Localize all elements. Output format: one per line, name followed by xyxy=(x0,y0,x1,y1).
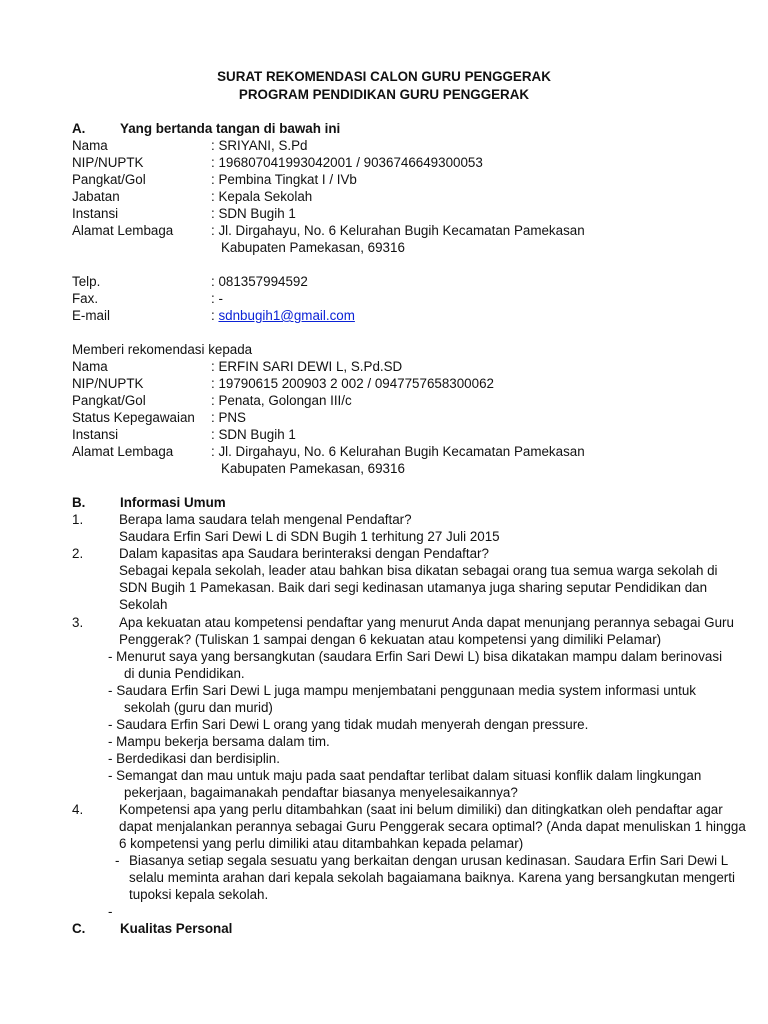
section-c-heading: Kualitas Personal xyxy=(120,921,233,936)
q3-number: 3. xyxy=(72,615,84,630)
q1-answer: Saudara Erfin Sari Dewi L di SDN Bugih 1 terhitung 27 Juli 2015 xyxy=(119,529,500,544)
q2-answer-line-2: SDN Bugih 1 Pamekasan. Baik dari segi kedinasan utamanya juga sharing seputar Pendidikan dan xyxy=(119,580,708,595)
q3-bullet-2-cont: sekolah (guru dan murid) xyxy=(124,700,273,715)
candidate-nip-label: NIP/NUPTK xyxy=(72,376,144,391)
q3-bullet-6: - Semangat dan mau untuk maju pada saat pendaftar terlibat dalam situasi konflik dalam lingkungan xyxy=(108,768,702,783)
candidate-nip-value: : 19790615 200903 2 002 / 0947757658300062 xyxy=(211,376,494,391)
q1-question: Berapa lama saudara telah mengenal Pendaftar? xyxy=(119,512,412,527)
signer-email-row xyxy=(211,307,355,324)
recommend-intro: Memberi rekomendasi kepada xyxy=(72,342,253,357)
section-b-letter: B. xyxy=(72,495,86,510)
signer-telp-value: : 081357994592 xyxy=(211,274,308,289)
candidate-instansi-label: Instansi xyxy=(72,427,119,442)
signer-pangkat-value: : Pembina Tingkat I / IVb xyxy=(211,172,357,187)
q4-number: 4. xyxy=(72,802,84,817)
section-c-letter: C. xyxy=(72,921,86,936)
signer-telp-label: Telp. xyxy=(72,274,101,289)
q3-bullet-4: - Mampu bekerja bersama dalam tim. xyxy=(108,734,330,749)
candidate-alamat-value: : Jl. Dirgahayu, No. 6 Kelurahan Bugih Kecamatan Pamekasan xyxy=(211,444,585,459)
q3-bullet-3: - Saudara Erfin Sari Dewi L orang yang tidak mudah menyerah dengan pressure. xyxy=(108,717,589,732)
signer-jabatan-label: Jabatan xyxy=(72,189,120,204)
signer-nip-value: : 196807041993042001 / 9036746649300053 xyxy=(211,155,483,170)
candidate-alamat-continuation: Kabupaten Pamekasan, 69316 xyxy=(221,461,405,476)
q3-bullet-2: - Saudara Erfin Sari Dewi L juga mampu menjembatani penggunaan media system informasi untuk xyxy=(108,683,696,698)
signer-nama-label: Nama xyxy=(72,138,108,153)
q4-empty-dash: - xyxy=(108,904,113,919)
signer-email-link[interactable]: sdnbugih1@gmail.com xyxy=(218,308,355,323)
q2-answer-line-3: Sekolah xyxy=(119,597,168,612)
signer-instansi-value: : SDN Bugih 1 xyxy=(211,206,296,221)
candidate-nama-value: : ERFIN SARI DEWI L, S.Pd.SD xyxy=(211,359,403,374)
q2-number: 2. xyxy=(72,546,84,561)
letter-title: SURAT REKOMENDASI CALON GURU PENGGERAK xyxy=(217,69,551,84)
candidate-status-label: Status Kepegawaian xyxy=(72,410,195,425)
section-a-letter: A. xyxy=(72,121,86,136)
q3-question-line-2: Penggerak? (Tuliskan 1 sampai dengan 6 kekuatan atau kompetensi yang dimiliki Pelamar) xyxy=(119,632,662,647)
q3-bullet-1-cont: di dunia Pendidikan. xyxy=(124,666,245,681)
q4-question-line-3: 6 kompetensi yang perlu dimiliki atau ditambahkan kepada pelamar) xyxy=(119,836,524,851)
section-b-heading: Informasi Umum xyxy=(120,495,226,510)
signer-fax-label: Fax. xyxy=(72,291,99,306)
candidate-pangkat-label: Pangkat/Gol xyxy=(72,393,146,408)
q4-answer-line-1: Biasanya setiap segala sesuatu yang berkaitan dengan urusan kedinasan. Saudara Erfin Sari Dewi L xyxy=(129,853,729,868)
candidate-alamat-label: Alamat Lembaga xyxy=(72,444,174,459)
signer-email-colon: : xyxy=(211,308,215,323)
q2-answer-line-1: Sebagai kepala sekolah, leader atau bahkan bisa dikatan sebagai orang tua semua warga sekolah di xyxy=(119,563,718,578)
q4-answer-line-2: selalu meminta arahan dari kepala sekolah bagaiamana baiknya. Karena yang bersangkutan mengerti xyxy=(129,870,735,885)
section-a-heading: Yang bertanda tangan di bawah ini xyxy=(120,121,341,136)
signer-fax-value: : - xyxy=(211,291,223,306)
q3-bullet-1: - Menurut saya yang bersangkutan (saudara Erfin Sari Dewi L) bisa dikatakan mampu dalam berinovasi xyxy=(108,649,723,664)
candidate-pangkat-value: : Penata, Golongan III/c xyxy=(211,393,352,408)
q3-bullet-6-cont: pekerjaan, bagaimanakah pendaftar biasanya menyelesaikannya? xyxy=(124,785,518,800)
signer-jabatan-value: : Kepala Sekolah xyxy=(211,189,313,204)
q2-question: Dalam kapasitas apa Saudara berinteraksi dengan Pendaftar? xyxy=(119,546,489,561)
q3-bullet-5: - Berdedikasi dan berdisiplin. xyxy=(108,751,280,766)
q4-answer-dash: - xyxy=(115,853,120,868)
letter-subtitle: PROGRAM PENDIDIKAN GURU PENGGERAK xyxy=(238,87,530,102)
q4-question-line-2: dapat menjalankan perannya sebagai Guru Penggerak secara optimal? (Anda dapat menuliskan 1 hingga xyxy=(119,819,746,834)
candidate-nama-label: Nama xyxy=(72,359,108,374)
signer-alamat-label: Alamat Lembaga xyxy=(72,223,174,238)
signer-nama-value: : SRIYANI, S.Pd xyxy=(211,138,308,153)
q4-answer-line-3: tupoksi kepala sekolah. xyxy=(129,887,269,902)
q1-number: 1. xyxy=(72,512,84,527)
candidate-instansi-value: : SDN Bugih 1 xyxy=(211,427,296,442)
signer-alamat-continuation: Kabupaten Pamekasan, 69316 xyxy=(221,240,405,255)
signer-instansi-label: Instansi xyxy=(72,206,119,221)
signer-pangkat-label: Pangkat/Gol xyxy=(72,172,146,187)
q3-question-line-1: Apa kekuatan atau kompetensi pendaftar yang menurut Anda dapat menunjang perannya sebagai Guru xyxy=(119,615,734,630)
signer-alamat-value: : Jl. Dirgahayu, No. 6 Kelurahan Bugih Kecamatan Pamekasan xyxy=(211,223,585,238)
signer-email-label: E-mail xyxy=(72,308,110,323)
q4-question-line-1: Kompetensi apa yang perlu ditambahkan (saat ini belum dimiliki) dan ditingkatkan oleh pendaftar agar xyxy=(119,802,723,817)
candidate-status-value: : PNS xyxy=(211,410,246,425)
signer-nip-label: NIP/NUPTK xyxy=(72,155,144,170)
